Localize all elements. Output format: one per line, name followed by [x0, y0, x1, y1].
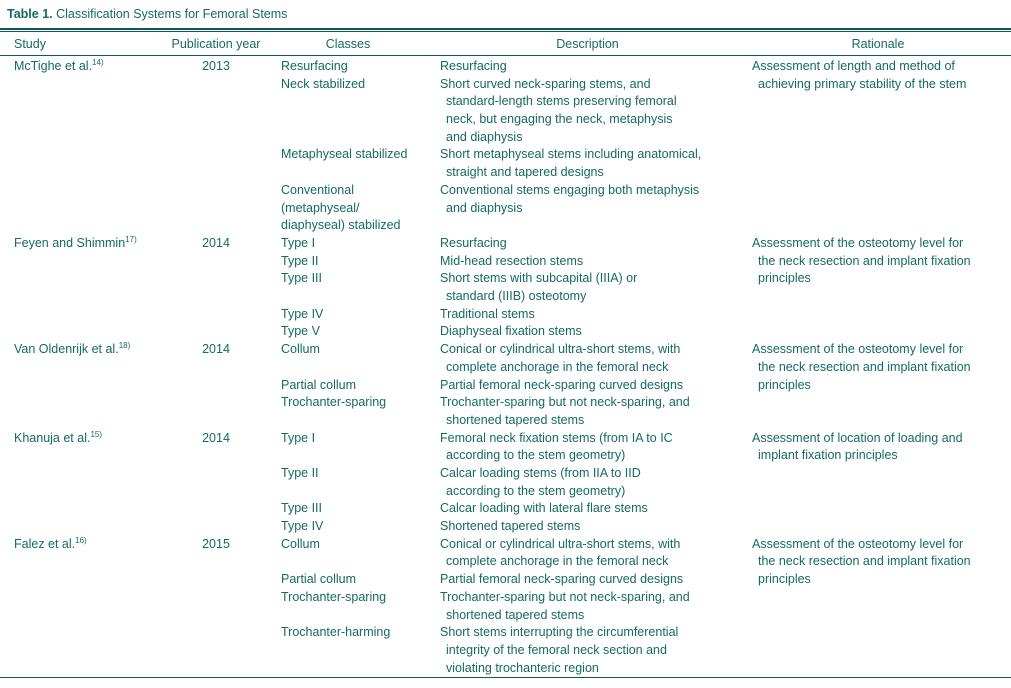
text-line: Conical or cylindrical ultra-short stems, with [440, 536, 681, 551]
study-name: Falez et al. [14, 536, 76, 551]
text-line: integrity of the femoral neck section and [446, 642, 667, 657]
table-header-row [0, 32, 1011, 56]
study-cell [0, 58, 166, 76]
class-cell [281, 341, 430, 376]
publication-year-cell: 2014 [202, 235, 230, 250]
table-body [0, 56, 1011, 677]
header-publication-year: Publication year [171, 36, 261, 51]
description-cell [440, 323, 745, 341]
table-row-group [0, 58, 1011, 235]
table-row-group [0, 536, 1011, 678]
study-name: Khanuja et al. [14, 430, 91, 445]
text-line: achieving primary stability of the stem [758, 76, 967, 91]
description-cell [440, 500, 745, 518]
publication-year-cell: 2013 [202, 59, 230, 73]
header-rationale: Rationale [851, 36, 905, 51]
text-line: Type III [281, 501, 322, 516]
text-line: Type I [281, 430, 316, 445]
text-line: Metaphyseal stabilized [281, 147, 408, 162]
text-line: and diaphysis [446, 200, 523, 215]
class-cell [281, 306, 430, 324]
table-caption: Classification Systems for Femoral Stems [56, 7, 288, 21]
description-column [430, 235, 745, 341]
text-line: Assessment of the osteotomy level for [752, 342, 964, 357]
text-line: Conventional stems engaging both metaphysis [440, 182, 700, 197]
study-cell [0, 430, 166, 448]
text-line: Mid-head resection stems [440, 253, 584, 268]
description-cell [440, 430, 745, 465]
text-line: Type II [281, 253, 319, 268]
text-line: shortened tapered stems [446, 607, 585, 622]
class-cell [281, 589, 430, 624]
text-line: standard (IIIB) osteotomy [446, 289, 587, 304]
rationale-cell [745, 341, 1011, 394]
description-cell [440, 589, 745, 624]
class-cell [281, 377, 430, 395]
description-cell [440, 394, 745, 429]
description-cell [440, 377, 745, 395]
text-line: Partial femoral neck-sparing curved designs [440, 572, 684, 587]
publication-year-cell: 2014 [202, 342, 230, 357]
class-cell [281, 76, 430, 147]
description-cell [440, 536, 745, 571]
description-column [430, 536, 745, 678]
class-cell [281, 624, 430, 677]
text-line: the neck resection and implant fixation [758, 554, 971, 569]
text-line: Conical or cylindrical ultra-short stems, with [440, 342, 681, 357]
text-line: Neck stabilized [281, 76, 366, 91]
description-cell [440, 76, 745, 147]
rationale-cell [745, 58, 1011, 93]
class-cell [281, 235, 430, 253]
text-line: Conventional [281, 182, 354, 197]
text-line: Type II [281, 465, 319, 480]
text-line: and diaphysis [446, 129, 523, 144]
text-line: principles [758, 271, 811, 286]
table-row-group [0, 341, 1011, 429]
class-cell [281, 394, 430, 429]
text-line: Resurfacing [440, 59, 507, 73]
text-line: Short curved neck-sparing stems, and [440, 76, 651, 91]
text-line: Collum [281, 536, 320, 551]
study-name: McTighe et al. [14, 59, 93, 73]
description-cell [440, 270, 745, 305]
rationale-cell [745, 235, 1011, 288]
class-cell [281, 465, 430, 500]
text-line: Type III [281, 271, 322, 286]
class-cell [281, 500, 430, 518]
description-cell [440, 58, 745, 76]
table-row-group [0, 235, 1011, 341]
description-cell [440, 624, 745, 677]
description-cell [440, 518, 745, 536]
text-line: Short stems interrupting the circumferential [440, 625, 679, 640]
text-line: Assessment of the osteotomy level for [752, 536, 964, 551]
class-cell [281, 518, 430, 536]
text-line: implant fixation principles [758, 448, 898, 463]
text-line: (metaphyseal/ [281, 200, 360, 215]
classes-column [266, 536, 430, 678]
table-row-group [0, 430, 1011, 536]
text-line: Partial femoral neck-sparing curved designs [440, 377, 684, 392]
class-cell [281, 430, 430, 465]
reference-superscript: 18) [118, 340, 131, 350]
study-cell [0, 235, 166, 253]
classes-column [266, 341, 430, 429]
text-line: Type IV [281, 519, 324, 534]
class-cell [281, 146, 430, 181]
header-classes: Classes [325, 36, 371, 51]
class-cell [281, 270, 430, 305]
text-line: shortened tapered stems [446, 412, 585, 427]
rationale-cell [745, 536, 1011, 589]
description-cell [440, 306, 745, 324]
text-line: according to the stem geometry) [446, 448, 626, 463]
text-line: complete anchorage in the femoral neck [446, 359, 669, 374]
text-line: violating trochanteric region [446, 660, 599, 675]
class-cell [281, 571, 430, 589]
text-line: Assessment of the osteotomy level for [752, 235, 964, 250]
text-line: Type IV [281, 306, 324, 321]
reference-superscript: 15) [90, 429, 103, 439]
text-line: Trochanter-harming [281, 625, 391, 640]
description-column [430, 430, 745, 536]
text-line: according to the stem geometry) [446, 483, 626, 498]
reference-superscript: 16) [75, 535, 87, 545]
text-line: Collum [281, 342, 320, 357]
study-name: Van Oldenrijk et al. [14, 342, 119, 357]
text-line: Trochanter-sparing but not neck-sparing, and [440, 589, 690, 604]
text-line: Assessment of location of loading and [752, 430, 963, 445]
rationale-cell [745, 430, 1011, 465]
reference-superscript: 14) [92, 57, 104, 67]
study-cell [0, 341, 166, 359]
text-line: Shortened tapered stems [440, 519, 581, 534]
description-cell [440, 571, 745, 589]
text-line: Trochanter-sparing [281, 395, 387, 410]
text-line: Type I [281, 235, 316, 250]
text-line: Trochanter-sparing but not neck-sparing, and [440, 395, 690, 410]
class-cell [281, 323, 430, 341]
description-cell [440, 146, 745, 181]
text-line: principles [758, 572, 811, 587]
text-line: Type V [281, 324, 320, 339]
description-cell [440, 341, 745, 376]
text-line: Femoral neck fixation stems (from IA to IC [440, 430, 673, 445]
classes-column [266, 235, 430, 341]
text-line: Partial collum [281, 572, 357, 587]
reference-superscript: 17) [125, 234, 137, 244]
text-line: Trochanter-sparing [281, 589, 387, 604]
bottom-rule [0, 677, 1011, 678]
class-cell [281, 536, 430, 571]
description-column [430, 58, 745, 235]
description-cell [440, 253, 745, 271]
table-title [0, 0, 1011, 24]
text-line: the neck resection and implant fixation [758, 253, 971, 268]
text-line: complete anchorage in the femoral neck [446, 554, 669, 569]
text-line: principles [758, 377, 811, 392]
classes-column [266, 58, 430, 235]
description-cell [440, 182, 745, 235]
text-line: Traditional stems [440, 306, 535, 321]
study-name: Feyen and Shimmin [14, 235, 126, 250]
text-line: Calcar loading with lateral flare stems [440, 501, 648, 516]
class-cell [281, 253, 430, 271]
text-line: the neck resection and implant fixation [758, 359, 971, 374]
text-line: Diaphyseal fixation stems [440, 324, 582, 339]
class-cell [281, 58, 430, 76]
text-line: Partial collum [281, 377, 357, 392]
description-cell [440, 235, 745, 253]
description-cell [440, 465, 745, 500]
text-line: Resurfacing [281, 59, 348, 73]
publication-year-cell: 2015 [202, 536, 230, 551]
text-line: standard-length stems preserving femoral [446, 94, 677, 109]
publication-year-cell: 2014 [202, 430, 230, 445]
classes-column [266, 430, 430, 536]
header-study: Study [14, 36, 46, 51]
text-line: Resurfacing [440, 235, 507, 250]
class-cell [281, 182, 430, 235]
text-line: diaphyseal) stabilized [281, 218, 401, 233]
text-line: neck, but engaging the neck, metaphysis [446, 112, 673, 127]
text-line: Short stems with subcapital (IIIA) or [440, 271, 638, 286]
text-line: Assessment of length and method of [752, 59, 955, 73]
header-description: Description [556, 36, 619, 51]
table-number-label: Table 1. [7, 7, 53, 21]
text-line: straight and tapered designs [446, 165, 604, 180]
text-line: Calcar loading stems (from IIA to IID [440, 465, 641, 480]
study-cell [0, 536, 166, 554]
text-line: Short metaphyseal stems including anatomical, [440, 147, 702, 162]
description-column [430, 341, 745, 429]
